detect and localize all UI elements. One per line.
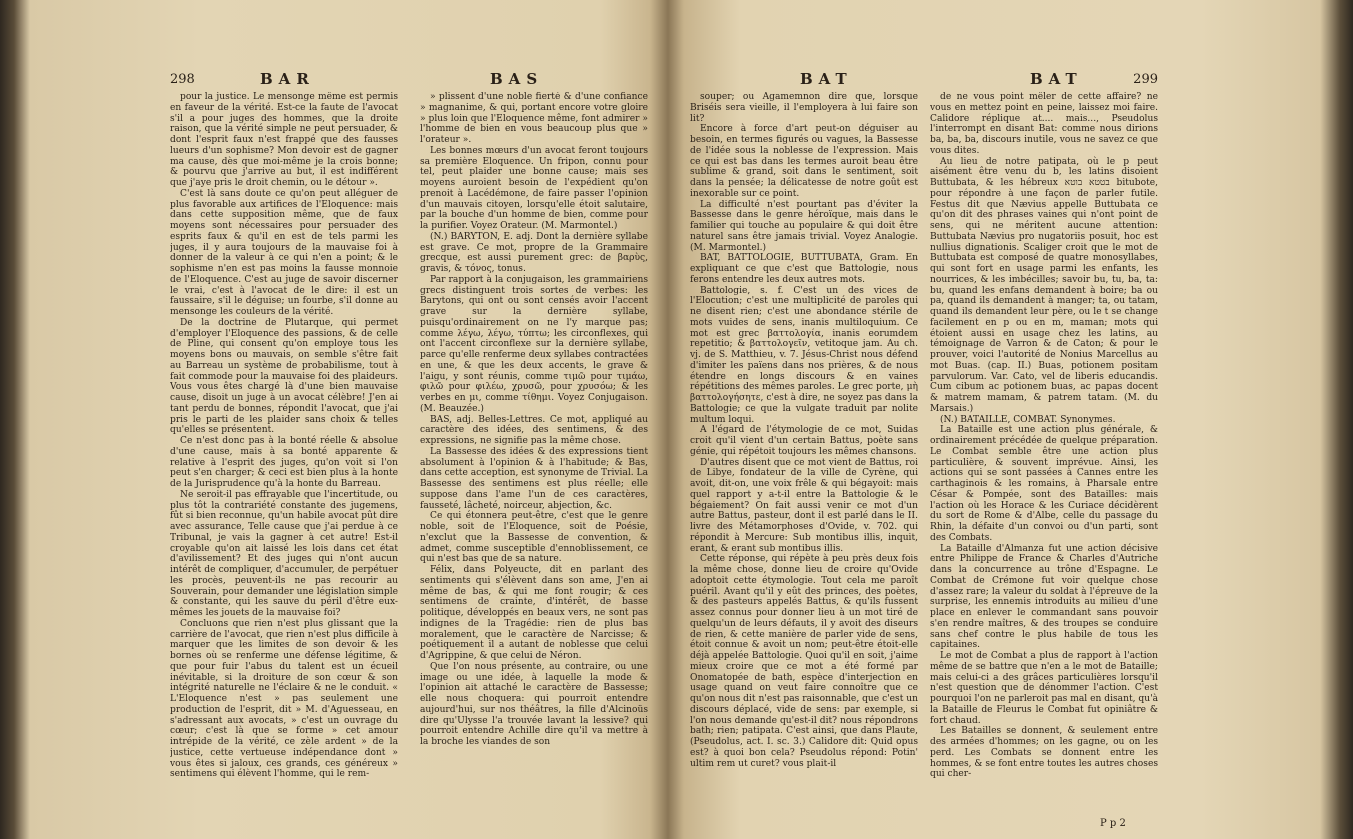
paragraph: de ne vous point mêler de cette affaire? ne vous en mettez point en peine, laissez moi faire. Calidore réplique at.... mais..., Pseudolus l'interrompt en disant Bat: comme nous dirions ba, ba, ba, discours inutile, vous ne savez ce que vous dites. (930, 92, 1158, 156)
running-head: BAT (800, 70, 853, 88)
paragraph: BAT, BATTOLOGIE, BUTTUBATA, Gram. En expliquant ce que c'est que Battologie, nous ferons entendre les deux autres mots. (690, 253, 918, 285)
signature-mark: P p 2 (1100, 818, 1126, 829)
text-column-1 (170, 92, 398, 832)
running-head: BAR (260, 70, 315, 88)
running-head: BAS (490, 70, 544, 88)
paragraph: Cette réponse, qui répète à peu près deux fois la même chose, donne lieu de croire qu'Ovide adoptoit cette étymologie. Tout cela me paroît puéril. Avant qu'il y eût des princes, des poètes, & des pasteurs appelés Battus, & qu'ils fussent assez connus pour donner lieu à un mot tiré de quelqu'un de leurs défauts, il y avoit des diseurs de rien, & cette manière de parler vide de sens, étoit connue & avoit un nom; peut-être étoit-elle déjà appelée Battologie. Quoi qu'il en soit, j'aime mieux croire que ce mot a été formé par Onomatopée de bath, espèce d'interjection en usage quand on veut faire connoître que ce qu'on nous dit n'est pas raisonnable, que c'est un discours déplacé, vide de sens: par exemple, si l'on nous demande qu'est-il dit? nous répondrons bath; rien; patipata. C'est ainsi, que dans Plaute, (Pseudolus, act. I. sc. 3.) Calidore dit: Quid opus est? à quoi bon cela? Pseudolus répond: Potin' ultim rem ut curet? vous plait-il (690, 554, 918, 769)
paragraph: BAS, adj. Belles-Lettres. Ce mot, appliqué au caractère des idées, des sentimens, & des expressions, ne signifie pas la même chose. (420, 414, 648, 446)
paragraph: Le mot de Combat a plus de rapport à l'action même de se battre que n'en a le mot de Bataille; mais celui-ci a des grâces particulières lorsqu'il n'est question que de dénommer l'action. C'est pourquoi l'on ne parleroit pas mal en disant, qu'à la Bataille de Fleurus le Combat fut opiniâtre & fort chaud. (930, 651, 1158, 726)
right-page-header (690, 70, 1158, 92)
paragraph: De la doctrine de Plutarque, qui permet d'employer l'Eloquence des passions, & de celle de Pline, qui consent qu'on employe tous les moyens bons ou mauvais, on semble s'être fait au Barreau un système de probabilisme, tout à fait commode pour la mauvaise foi des plaideurs. Vous vous êtes chargé là d'une bien mauvaise cause, disoit un juge à un avocat célèbre! J'en ai tant perdu de bonnes, répondit l'avocat, que j'ai pris le parti de les plaider sans choix & telles qu'elles se présentent. (170, 317, 398, 436)
left-page-header (170, 70, 648, 92)
paragraph: Les bonnes mœurs d'un avocat feront toujours sa première Eloquence. Un fripon, connu pour tel, peut plaider une bonne cause; mais ses moyens auroient besoin de l'expédient qu'on prenoit à Lacédémone, de faire passer l'opinion d'un mauvais citoyen, lorsqu'elle étoit salutaire, par la bouche d'un homme de bien, comme pour la purifier. Voyez Orateur. (M. Marmontel.) (420, 145, 648, 231)
right-page (690, 70, 1158, 832)
paragraph: C'est là sans doute ce qu'on peut alléguer de plus favorable aux artifices de l'Eloquence: mais dans cette supposition même, que de faux moyens sont nécessaires pour persuader des esprits faux & qu'il en est de tels parmi les juges, il y aura toujours de la mauvaise foi à donner de la valeur à ce qui n'en a point; & le sophisme n'en est pas moins la fausse monnoie de l'Eloquence. C'est au juge de savoir discerner le vrai, c'est à l'avocat de le dire: il est un faussaire, s'il le déguise; un fourbe, s'il donne au mensonge les couleurs de la vérité. (170, 188, 398, 317)
text-column-1 (690, 92, 918, 832)
paragraph: » plissent d'une noble fierté & d'une confiance » magnanime, & qui, portant encore votre gloire » plus loin que l'Eloquence même, font admirer » l'homme de bien en vous beaucoup plus que » l'orateur ». (420, 92, 648, 145)
page-number: 299 (1133, 72, 1158, 87)
paragraph: Au lieu de notre patipata, où le p peut aisément être venu du b, les latins disoient Buttubata, & les hébreux בטטא בוטא bitubote, pour répondre à une façon de parler futile. Festus dit que Nævius appelle Buttubata ce qu'on dit des phrases vaines qui n'ont point de sens, qui ne méritent aucune attention: Buttubata Nævius pro nugatoriis posuit, hoc est nullius dignationis. Scaliger croit que le mot de Buttubata est composé de quatre monosyllabes, qui sont fort en usage parmi les enfants, les nourrices, & les imbécilles; savoir bu, tu, ba, ta: bu, quand les enfans demandent à boire; ba ou pa, quand ils demandent à manger; ta, ou tatam, quand ils demandent leur père, ou le t se change facilement en p ou en m, maman; mots qui étoient aussi en usage chez les latins, au témoignage de Varron & de Caton; & pour le prouver, voici l'autorité de Nonius Marcellus au mot Buas. (cap. II.) Buas, potionem positam parvulorum. Var. Cato, vel de liberis educandis. Cum cibum ac potionem buas, ac papas docent & matrem mamam, & patrem tatam. (M. du Marsais.) (930, 156, 1158, 414)
paragraph: (N.) BARYTON, E. adj. Dont la dernière syllabe est grave. Ce mot, propre de la Grammaire grecque, est aussi purement grec: de βαρὺς, gravis, & τόνος, tonus. (420, 231, 648, 274)
paragraph: Félix, dans Polyeucte, dit en parlant des sentiments qui s'élèvent dans son ame, J'en ai même de bas, & qui me font rougir; & ces sentimens de crainte, d'intérêt, de basse politique, développés en beaux vers, ne sont pas indignes de la Tragédie: rien de plus bas moralement, que le caractère de Narcisse; & poétiquement il a autant de noblesse que celui d'Agrippine, & que celui de Néron. (420, 565, 648, 661)
paragraph: La Bassesse des idées & des expressions tient absolument à l'opinion & à l'habitude; & Bas, dans cette acception, est synonyme de Trivial. La Bassesse des sentimens est plus réelle; elle suppose dans l'ame l'un de ces caractères, fausseté, lâcheté, noirceur, abjection, &c. (420, 446, 648, 511)
paragraph: La difficulté n'est pourtant pas d'éviter la Bassesse dans le genre héroïque, mais dans le familier qui touche au populaire & qui doit être naturel sans être jamais trivial. Voyez Analogie. (M. Marmontel.) (690, 199, 918, 253)
paragraph: La Bataille d'Almanza fut une action décisive entre Philippe de France & Charles d'Autriche dans la concurrence au trône d'Espagne. Le Combat de Crémone fut voir quelque chose d'assez rare; la valeur du soldat à l'épreuve de la surprise, les ennemis introduits au milieu d'une place en enlever le commandant sans pouvoir s'en rendre maîtres, & des troupes se conduire sans chef contre le plus habile de tous les capitaines. (930, 543, 1158, 651)
paragraph: Les Batailles se donnent, & seulement entre des armées d'hommes; on les gagne, ou on les perd. Les Combats se donnent entre les hommes, & se font entre toutes les autres choses qui cher- (930, 726, 1158, 780)
text-column-2 (420, 92, 648, 832)
paragraph: Ce qui étonnera peut-être, c'est que le genre noble, soit de l'Eloquence, soit de Poésie, n'exclut que la Bassesse de convention, & admet, comme susceptible d'ennoblissement, ce qui n'est bas que de sa nature. (420, 511, 648, 565)
paragraph: souper; ou Agamemnon dire que, lorsque Briséis sera vieille, il l'employera à lui faire son lit? (690, 92, 918, 124)
page-number: 298 (170, 72, 195, 87)
paragraph: pour la justice. Le mensonge même est permis en faveur de la vérité. Est-ce la faute de l'avocat s'il a pour juges des hommes, que la droite raison, que la vérité simple ne peut persuader, & dont l'esprit faux n'est frappé que des fausses lueurs d'un sophisme? Mon devoir est de gagner ma cause, dès que moi-même je la crois bonne; & pourvu que j'arrive au but, il est indifférent que j'aye pris le droit chemin, ou le détour ». (170, 92, 398, 188)
paragraph: Ne seroit-il pas effrayable que l'incertitude, ou plus tôt la contrariété constante des jugemens, fût si bien reconnue, qu'un habile avocat pût dire avec assurance, Telle cause que j'ai perdue à ce Tribunal, je vais la gagner à cet autre! Est-il croyable qu'on ait laissé les lois dans cet état d'avilissement? Et des juges qui n'ont aucun intérêt de compliquer, d'accumuler, de perpétuer les procès, peuvent-ils ne pas recourir au Souverain, pour demander une législation simple & constante, qui les sauve du péril d'être eux-mêmes les jouets de la mauvaise foi? (170, 489, 398, 618)
paragraph: Que l'on nous présente, au contraire, ou une image ou une idée, à laquelle la mode & l'opinion ait attaché le caractère de Bassesse; elle nous choquera: qui pourroit entendre aujourd'hui, sur nos théâtres, la fille d'Alcinoüs dire qu'Ulysse l'a trouvée lavant la lessive? qui pourroit entendre Achille dire qu'il va mettre à la broche les viandes de son (420, 661, 648, 747)
paragraph: (N.) BATAILLE, COMBAT. Synonymes. (940, 414, 1116, 425)
paragraph: Par rapport à la conjugaison, les grammairiens grecs distinguent trois sortes de verbes: les Barytons, qui ont ou sont censés avoir l'accent grave sur la dernière syllabe, puisqu'ordinairement on ne l'y marque pas; comme λέγω, λέγω, τύπτω; les circonflexes, qui ont l'accent circonflexe sur la dernière syllabe, parce qu'elle renferme deux syllabes contractées en une, & que les deux accents, le grave & l'aigu, y sont réunis, comme τιμῶ pour τιμάω, φιλῶ pour φιλέω, χρυσῶ, pour χρυσόω; & les verbes en μι, comme τίθημι. Voyez Conjugaison. (M. Beauzée.) (420, 274, 648, 414)
paragraph: Concluons que rien n'est plus glissant que la carrière de l'avocat, que rien n'est plus difficile à marquer que les limites de son devoir & les bornes où se renferme une défense légitime, & que pour fuir l'abus du talent est un écueil inévitable, si la droiture de son cœur & son intégrité naturelle ne l'éclaire & ne le conduit. « L'Eloquence n'est » pas seulement une production de l'esprit, dit » M. d'Aguesseau, en s'adressant aux avocats, » c'est un ouvrage du cœur; c'est là que se forme » cet amour intrépide de la vérité, ce zèle ardent » de la justice, cette vertueuse indépendance dont » vous êtes si jaloux, ces grands, ces généreux » sentimens qui élèvent l'homme, qui le rem- (170, 618, 398, 780)
running-head: BAT (1030, 70, 1083, 88)
paragraph: Battologie, s. f. C'est un des vices de l'Elocution; c'est une multiplicité de paroles qui ne disent rien; c'est une abondance stérile de mots vuides de sens, inanis multiloquium. Ce mot est grec βαττολογία, inanis eorumdem repetitio; & βαττολογεῖν, vetitoque jam. Au ch. vj. de S. Matthieu, v. 7. Jésus-Christ nous défend d'imiter les païens dans nos prières, & de nous étendre en longs discours & en vaines répétitions des mêmes paroles. Le grec porte, μὴ βαττολογήσητε, c'est à dire, ne soyez pas dans la Battologie; ce que la vulgate traduit par nolite multum loqui. (690, 285, 918, 425)
paragraph: D'autres disent que ce mot vient de Battus, roi de Libye, fondateur de la ville de Cyrène, qui avoit, dit-on, une voix frêle & qui bégayoit: mais quel rapport y a-t-il entre la Battologie & le bégaiement? On fait aussi venir ce mot d'un autre Battus, pasteur, dont il est parlé dans le II. livre des Métamorphoses d'Ovide, v. 702. qui répondit à Mercure: Sub montibus illis, inquit, erant, & erant sub montibus illis. (690, 457, 918, 554)
paragraph: Encore à force d'art peut-on déguiser au besoin, en termes figurés ou vagues, la Bassesse de l'idée sous la noblesse de l'expression. Mais ce qui est bas dans les termes auroit beau être sublime & grand, soit dans le sentiment, soit dans la pensée; la délicatesse de notre goût est inexorable sur ce point. (690, 124, 918, 199)
text-column-2 (930, 92, 1158, 832)
paragraph: La Bataille est une action plus générale, & ordinairement précédée de quelque préparation. Le Combat semble être une action plus particulière, & souvent imprévue. Ainsi, les actions qui se sont passées à Cannes entre les carthaginois & les romains, à Pharsale entre César & Pompée, sont des Batailles: mais l'action où les Horace & les Curiace décidèrent du sort de Rome & d'Albe, celle du passage du Rhin, la défaite d'un convoi ou d'un parti, sont des Combats. (930, 425, 1158, 543)
paragraph: Ce n'est donc pas à la bonté réelle & absolue d'une cause, mais à sa bonté apparente & relative à l'esprit des juges, qu'on voit si l'on peut s'en charger; & ceci est bien plus à la honte de la Jurisprudence qu'à la honte du Barreau. (170, 436, 398, 489)
left-page (170, 70, 648, 832)
paragraph: A l'égard de l'étymologie de ce mot, Suidas croit qu'il vient d'un certain Battus, poète sans génie, qui répétoit toujours les mêmes chansons. (690, 425, 918, 457)
